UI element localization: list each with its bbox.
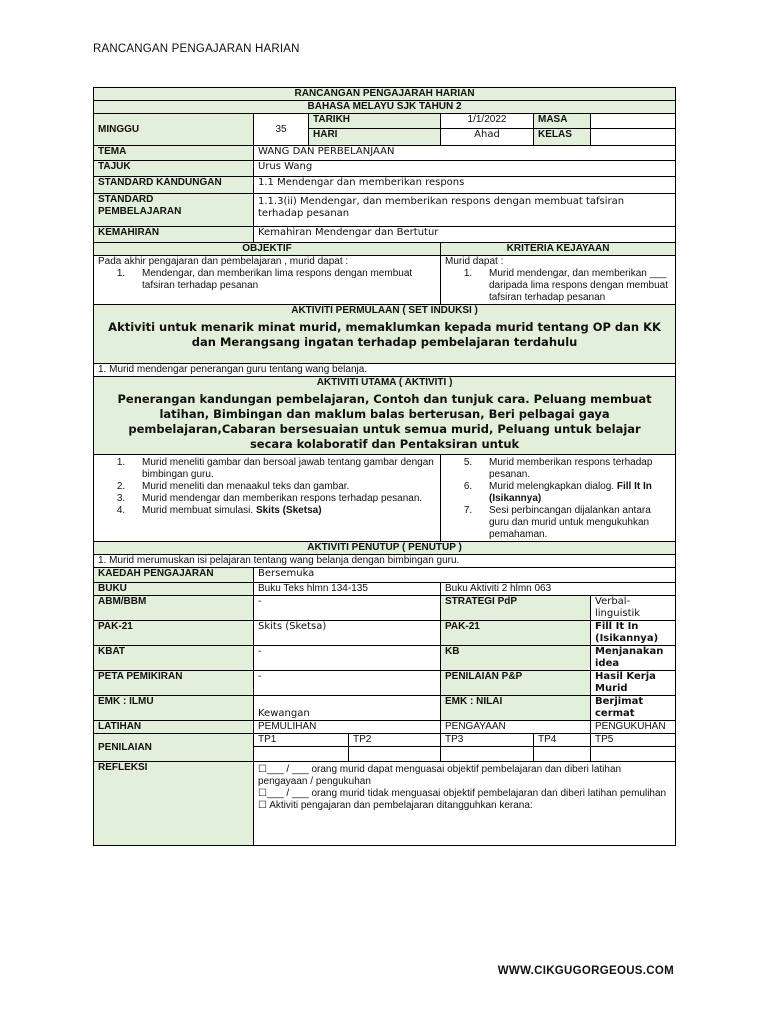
tema-label: TEMA: [94, 146, 254, 161]
tp2-value[interactable]: [349, 747, 441, 762]
kriteria-cell: [441, 256, 676, 305]
tp3-label: TP3: [441, 734, 534, 747]
kemahiran-value: Kemahiran Mendengar dan Bertutur: [254, 227, 676, 243]
objektif-cell: [94, 256, 441, 305]
buku-label: BUKU: [94, 583, 254, 596]
pak21-label: PAK-21: [94, 621, 254, 646]
list-item-text: Murid melengkapkan dialog.: [489, 481, 615, 492]
strategi-label: STRATEGI PdP: [441, 596, 591, 621]
list-item: 2. Murid meneliti dan menaakul teks dan gambar.: [128, 481, 436, 493]
utama-block: [94, 377, 676, 455]
kaedah-value: Bersemuka: [254, 568, 676, 583]
emk-ilmu-value: Kewangan: [254, 696, 441, 721]
tp2-label: TP2: [349, 734, 441, 747]
page-header: RANCANGAN PENGAJARAN HARIAN: [93, 43, 300, 55]
refleksi-line-2: ☐___ / ___ orang murid tidak menguasai objektif pembelajaran dan diberi latihan pemulihan: [258, 788, 667, 799]
kelas-value: [591, 129, 676, 146]
strategi-value: Verbal-linguistik: [591, 596, 676, 621]
minggu-label: MINGGU: [94, 114, 254, 146]
hari-label: HARI: [309, 129, 441, 146]
standard-kandungan-label: STANDARD KANDUNGAN: [94, 177, 254, 194]
utama-header: AKTIVITI UTAMA ( AKTIVITI ): [316, 377, 453, 388]
plan-subtitle: BAHASA MELAYU SJK TAHUN 2: [94, 101, 676, 114]
permulaan-description: Aktiviti untuk menarik minat murid, memaklumkan kepada murid tentang OP dan KK dan Merangsang ingatan terhadap pembelajaran terdahulu: [108, 320, 661, 349]
list-item-bold: Fill It In (Isikannya): [489, 481, 652, 504]
latihan-label: LATIHAN: [94, 721, 254, 734]
refleksi-line-1: ☐___ / ___ orang murid dapat menguasai objektif pembelajaran dan diberi latihan pengayaan / pengukuhan: [258, 764, 622, 787]
tp5-label: TP5: [591, 734, 676, 747]
kb-value: Menjanakan idea: [591, 646, 676, 671]
list-item: 5. Murid memberikan respons terhadap pesanan.: [475, 457, 671, 481]
pak21-value: Skits (Sketsa): [254, 621, 441, 646]
standard-pembelajaran-label-line2: PEMBELAJARAN: [98, 206, 182, 217]
standard-pembelajaran-value: 1.1.3(ii) Mendengar, dan memberikan respons dengan membuat tafsiran terhadap pesanan: [254, 194, 676, 227]
objektif-header: OBJEKTIF: [94, 243, 441, 256]
buku-aktiviti-value: Buku Aktiviti 2 hlmn 063: [441, 583, 676, 596]
permulaan-header: AKTIVITI PERMULAAN ( SET INDUKSI ): [291, 305, 478, 316]
tajuk-value: Urus Wang: [254, 161, 676, 177]
list-item-text: Murid membuat simulasi.: [142, 505, 254, 516]
latihan-pengayaan: PENGAYAAN: [441, 721, 591, 734]
permulaan-item: 1. Murid mendengar penerangan guru tentang wang belanja.: [94, 364, 676, 377]
pak21-value-2: Fill It In (Isikannya): [591, 621, 676, 646]
kb-label: KB: [441, 646, 591, 671]
buku-teks-value: Buku Teks hlmn 134-135: [254, 583, 441, 596]
tp3-value[interactable]: [441, 747, 534, 762]
tema-value: WANG DAN PERBELANJAAN: [254, 146, 676, 161]
tp4-value[interactable]: [534, 747, 591, 762]
permulaan-block: [94, 305, 676, 364]
kaedah-label: KAEDAH PENGAJARAN: [94, 568, 254, 583]
list-item: 7. Sesi perbincangan dijalankan antara guru dan murid untuk mengukuhkan pemahaman.: [475, 505, 671, 541]
list-item: [128, 505, 436, 517]
tarikh-value: 1/1/2022: [441, 114, 534, 129]
kriteria-header: KRITERIA KEJAYAAN: [441, 243, 676, 256]
peta-pemikiran-label: PETA PEMIKIRAN: [94, 671, 254, 696]
kbat-value: -: [254, 646, 441, 671]
kriteria-item: 1. Murid mendengar, dan memberikan ___ daripada lima respons dengan membuat tafsiran terhadap pesanan: [475, 268, 671, 304]
penilaian-pp-label: PENILAIAN P&P: [441, 671, 591, 696]
penutup-header: AKTIVITI PENUTUP ( PENUTUP ): [94, 542, 676, 555]
abm-value: -: [254, 596, 441, 621]
masa-label: MASA: [534, 114, 591, 129]
kbat-label: KBAT: [94, 646, 254, 671]
tp1-label: TP1: [254, 734, 349, 747]
tp4-label: TP4: [534, 734, 591, 747]
latihan-pemulihan: PEMULIHAN: [254, 721, 441, 734]
tp5-value[interactable]: [591, 747, 676, 762]
emk-nilai-value: Berjimat cermat: [591, 696, 676, 721]
abm-label: ABM/BBM: [94, 596, 254, 621]
website-url: WWW.CIKGUGORGEOUS.COM: [497, 965, 674, 977]
standard-kandungan-value: 1.1 Mendengar dan memberikan respons: [254, 177, 676, 194]
penilaian-label: PENILAIAN: [94, 734, 254, 762]
objektif-item: 1. Mendengar, dan memberikan lima respons dengan membuat tafsiran terhadap pesanan: [128, 268, 436, 292]
penilaian-pp-value: Hasil Kerja Murid: [591, 671, 676, 696]
kelas-label: KELAS: [534, 129, 591, 146]
hari-value: Ahad: [441, 129, 534, 146]
minggu-value: 35: [254, 114, 309, 146]
tajuk-label: TAJUK: [94, 161, 254, 177]
standard-pembelajaran-label-line1: STANDARD: [98, 194, 154, 205]
objektif-intro: Pada akhir pengajaran dan pembelajaran , murid dapat :: [98, 256, 349, 267]
tp1-value[interactable]: [254, 747, 349, 762]
refleksi-label: REFLEKSI: [94, 762, 254, 846]
lesson-plan-table: [93, 87, 676, 846]
emk-nilai-label: EMK : NILAI: [441, 696, 591, 721]
list-item: [475, 481, 671, 505]
pak21-label-2: PAK-21: [441, 621, 591, 646]
refleksi-content: [254, 762, 676, 846]
plan-title: RANCANGAN PENGAJARAH HARIAN: [94, 88, 676, 101]
utama-right-list: [441, 455, 676, 542]
tarikh-label: TARIKH: [309, 114, 441, 129]
penutup-item: 1. Murid merumuskan isi pelajaran tentang wang belanja dengan bimbingan guru.: [94, 555, 676, 568]
emk-ilmu-label: EMK : ILMU: [94, 696, 254, 721]
latihan-pengukuhan: PENGUKUHAN: [591, 721, 676, 734]
utama-left-list: [94, 455, 441, 542]
kemahiran-label: KEMAHIRAN: [94, 227, 254, 243]
refleksi-line-3: ☐ Aktiviti pengajaran dan pembelajaran ditangguhkan kerana:: [258, 800, 533, 811]
standard-pembelajaran-label: [94, 194, 254, 227]
list-item: 1. Murid meneliti gambar dan bersoal jawab tentang gambar dengan bimbingan guru.: [128, 457, 436, 481]
utama-description: Penerangan kandungan pembelajaran, Contoh dan tunjuk cara. Peluang membuat latihan, Bimbingan dan maklum balas berterusan, Beri pelbagai gaya pembelajaran,Cabaran bersesuaian untuk semua murid, Peluang untuk belajar secara kolaboratif dan Pentaksiran untuk: [117, 392, 652, 451]
list-item-bold: Skits (Sketsa): [255, 505, 322, 516]
kriteria-intro: Murid dapat :: [445, 256, 504, 267]
masa-value: [591, 114, 676, 129]
list-item: 3. Murid mendengar dan memberikan respons terhadap pesanan.: [128, 493, 436, 505]
peta-pemikiran-value: -: [254, 671, 441, 696]
